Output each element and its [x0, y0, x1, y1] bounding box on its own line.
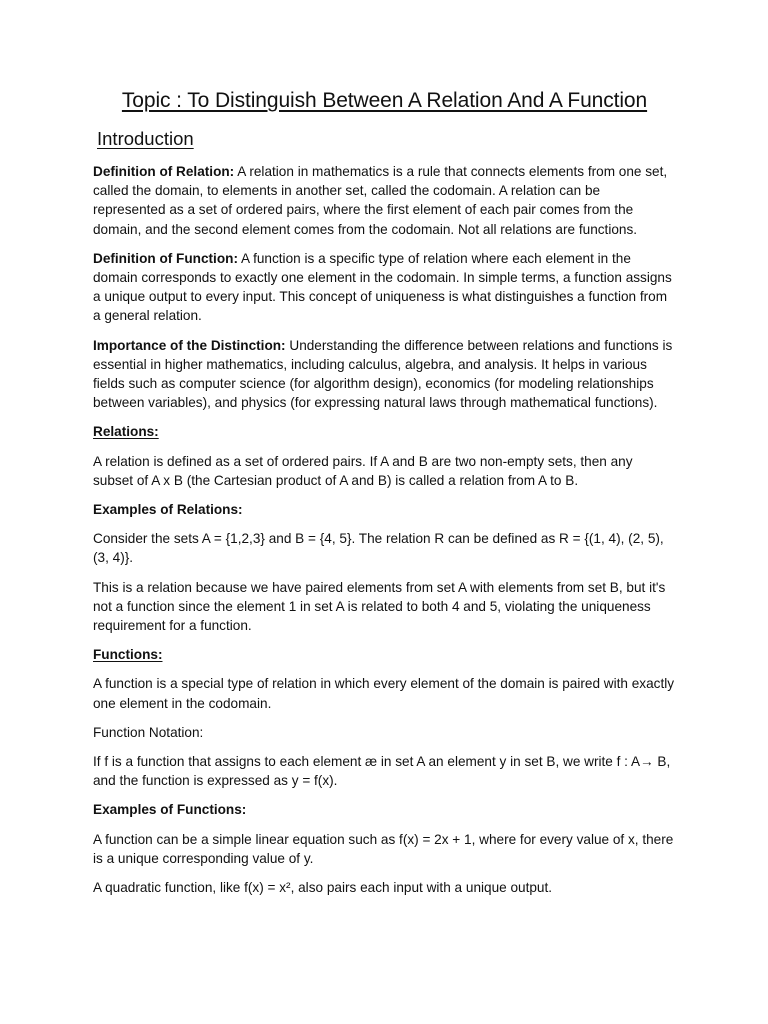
examples-relations-heading: Examples of Relations:: [93, 502, 243, 518]
relations-paragraph: A relation is defined as a set of ordered pairs. If A and B are two non-empty sets, then any subset of A x B (the Cartesian product of A and B) is called a relation from A to B.: [93, 453, 633, 488]
introduction-heading: Introduction: [97, 128, 194, 149]
function-definition-paragraph: [93, 249, 676, 326]
functions-heading: Functions:: [93, 647, 163, 663]
examples-functions-heading: Examples of Functions:: [93, 802, 247, 818]
examples-functions-paragraph: A function can be a simple linear equation such as f(x) = 2x + 1, where for every value of x, there is a unique corresponding value of y.: [93, 831, 674, 866]
importance-text: Understanding the difference between relations and functions is essential in higher mathematics, including calculus, algebra, and analysis. It helps in various fields such as computer science (for algorithm design), economics (for modeling relationships between variables), and physics (for expressing natural laws through mathematical functions).: [93, 337, 673, 411]
function-definition-label: Definition of Function:: [93, 250, 238, 266]
quadratic-paragraph: A quadratic function, like f(x) = x², also pairs each input with a unique output.: [93, 880, 553, 896]
page-title: [93, 0, 676, 114]
relations-explanation-paragraph: This is a relation because we have paired elements from set A with elements from set B, but it's not a function since the element 1 in set A is related to both 4 and 5, violating the uniqueness requirement for a function.: [93, 579, 666, 634]
relation-definition-label: Definition of Relation:: [93, 164, 235, 179]
relation-definition-text: A relation in mathematics is a rule that connects elements from one set, called the domain, to elements in another set, called the codomain. A relation can be represented as a set of ordered pairs, where the first element of each pair comes from the domain, and the second element comes from the codomain. Not all relations are functions.: [93, 164, 668, 237]
importance-label: Importance of the Distinction:: [93, 337, 286, 353]
function-notation-label: Function Notation:: [93, 724, 204, 740]
relation-definition-paragraph: [93, 162, 676, 239]
examples-relations-paragraph: Consider the sets A = {1,2,3} and B = {4, 5}. The relation R can be defined as R = {(1, 4), (2, 5), (3, 4)}.: [93, 531, 664, 566]
function-notation-paragraph: If f is a function that assigns to each element æ in set A an element y in set B, we write f : A→ B, and the function is expressed as y = f(x).: [93, 754, 671, 789]
functions-paragraph: A function is a special type of relation in which every element of the domain is paired with exactly one element in the codomain.: [93, 676, 675, 711]
function-definition-text: A function is a specific type of relation where each element in the domain corresponds to exactly one element in the codomain. In simple terms, a function assigns a unique output to every input. This concept of uniqueness is what distinguishes a function from a general relation.: [93, 250, 672, 324]
page-title-text: Topic : To Distinguish Between A Relation And A Function: [121, 89, 648, 112]
relations-heading: Relations:: [93, 424, 159, 440]
importance-paragraph: [93, 336, 676, 413]
